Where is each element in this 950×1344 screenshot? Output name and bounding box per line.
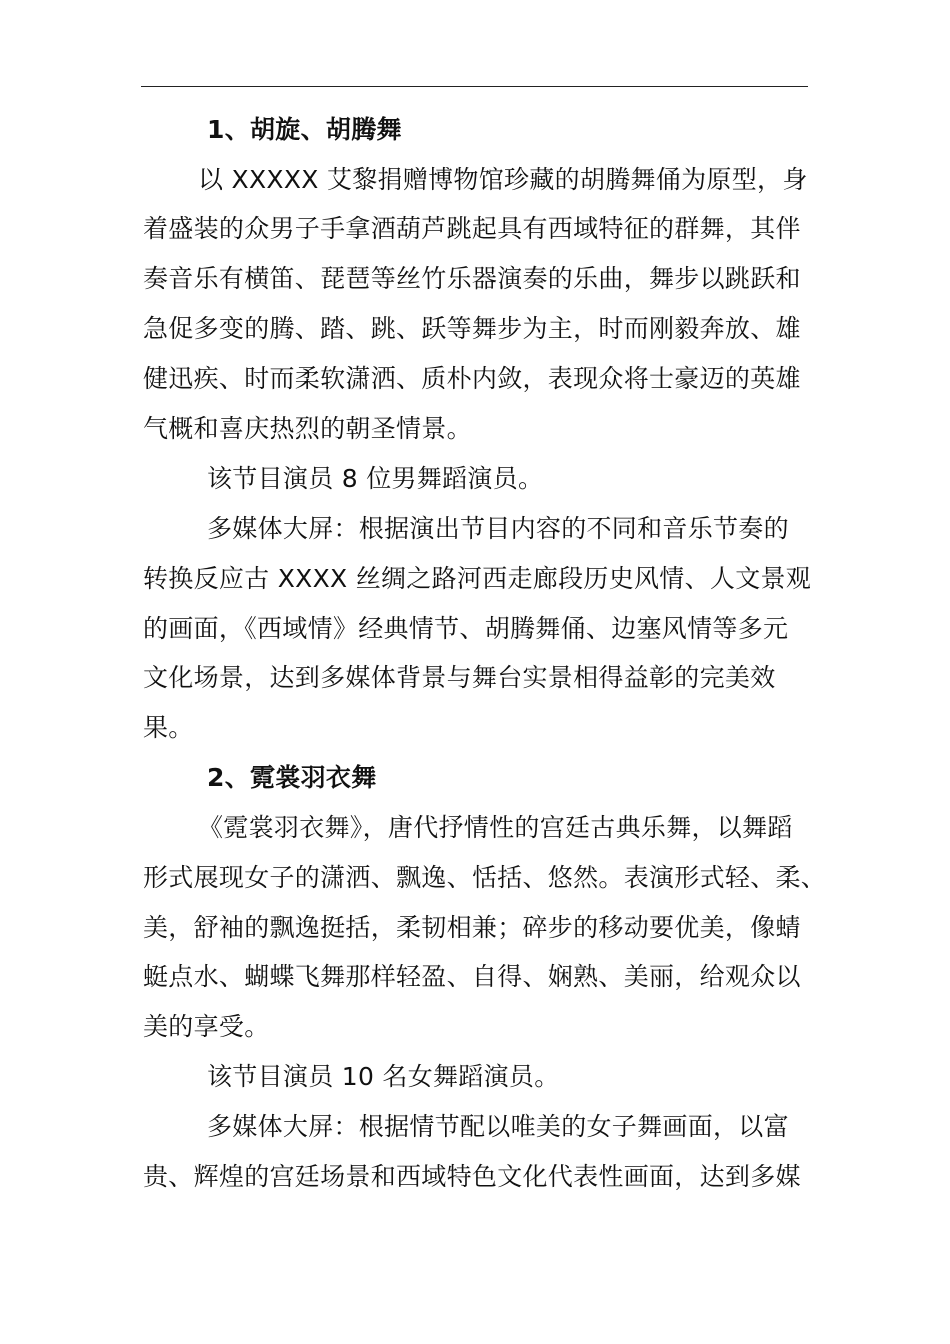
cast-line: 该节目演员 8 位男舞蹈演员。 (207, 464, 544, 493)
paragraph-line: 着盛装的众男子手拿酒葫芦跳起具有西域特征的群舞，其伴 (143, 214, 801, 243)
paragraph-line: 美，舒袖的飘逸挺括，柔韧相兼；碎步的移动要优美，像蜻 (143, 913, 801, 942)
paragraph-line: 形式展现女子的潇洒、飘逸、恬括、悠然。表演形式轻、柔、 (143, 863, 827, 892)
paragraph-line: 气概和喜庆热烈的朝圣情景。 (143, 414, 472, 443)
paragraph-line: 文化场景，达到多媒体背景与舞台实景相得益彰的完美效 (143, 663, 776, 692)
cast-line: 该节目演员 10 名女舞蹈演员。 (207, 1062, 560, 1091)
paragraph-line: 的画面，《西域情》经典情节、胡腾舞俑、边塞风情等多元 (143, 614, 789, 643)
paragraph-line: 转换反应古 XXXX 丝绸之路河西走廊段历史风情、人文景观 (143, 564, 812, 593)
paragraph-line: 急促多变的腾、踏、跳、跃等舞步为主，时而刚毅奔放、雄 (143, 314, 801, 343)
header-rule (141, 86, 808, 87)
paragraph-line: 果。 (143, 713, 194, 742)
paragraph-line: 贵、辉煌的宫廷场景和西域特色文化代表性画面，达到多媒 (143, 1162, 801, 1191)
paragraph-line: 多媒体大屏：根据情节配以唯美的女子舞画面，以富 (207, 1112, 789, 1141)
paragraph-line: 以 XXXXX 艾黎捐赠博物馆珍藏的胡腾舞俑为原型，身 (198, 165, 808, 194)
paragraph-line: 《霓裳羽衣舞》，唐代抒情性的宫廷古典乐舞，以舞蹈 (198, 813, 793, 842)
paragraph-line: 蜓点水、蝴蝶飞舞那样轻盈、自得、娴熟、美丽，给观众以 (143, 962, 801, 991)
paragraph-line: 美的享受。 (143, 1012, 270, 1041)
paragraph-line: 奏音乐有横笛、琵琶等丝竹乐器演奏的乐曲，舞步以跳跃和 (143, 264, 801, 293)
paragraph-line: 多媒体大屏：根据演出节目内容的不同和音乐节奏的 (207, 514, 789, 543)
section-heading: 2、霓裳羽衣舞 (207, 763, 377, 792)
paragraph-line: 健迅疾、时而柔软潇洒、质朴内敛，表现众将士豪迈的英雄 (143, 364, 801, 393)
section-heading: 1、胡旋、胡腾舞 (207, 115, 402, 144)
